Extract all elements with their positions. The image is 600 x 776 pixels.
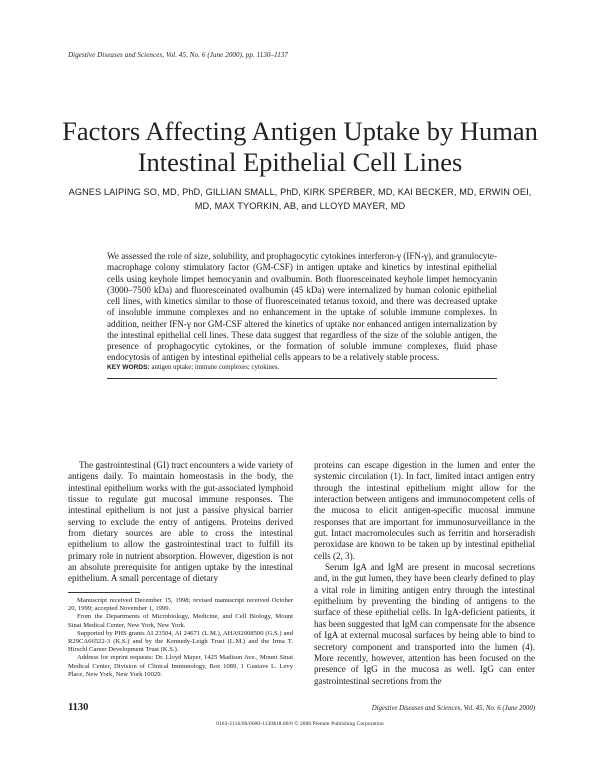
body-right-column <box>314 460 535 687</box>
copyright-line: 0163-2116/00/0600-1130$18.00/0 © 2000 Plenum Publishing Corporation <box>216 721 384 727</box>
abstract: We assessed the role of size, solubility, and prophagocytic cytokines interferon-γ (IFN-γ), and granulocyte-macrophage colony stimulatory factor (GM-CSF) in antigen uptake and kinetics by intestinal epithelial cells using keyhole limpet hemocyanin and ovalbumin. Both fluoresceinated keyhole limpet hemocyanin (3000–7500 kDa) and fluoresceinated ovalbumin (45 kDa) were internalized by human colonic epithelial cell lines, with kinetics similar to those of fluoresceinated tetanus toxoid, and there was decreased uptake of insoluble immune complexes and no enhancement in the uptake of soluble immune complexes. In addition, neither IFN-γ nor GM-CSF altered the kinetics of uptake nor enhanced antigen internalization by the intestinal epithelial cell lines. These data suggest that regardless of the size of the soluble antigen, the presence of prophagocytic cytokines, or the formation of soluble immune complexes, fluid phase endocytosis of antigen by intestinal epithelial cells appears to be a relatively stable process. <box>107 251 497 363</box>
page-number: 1130 <box>68 702 89 713</box>
footnote-address: Address for reprint requests: Dr. Lloyd Mayer, 1425 Madison Ave., Mount Sinai Medical Center, Division of Clinical Immunology, Box 1089, 1 Gustave L. Levy Place, New York, New York 10029. <box>68 654 293 678</box>
author-list: AGNES LAIPING SO, MD, PhD, GILLIAN SMALL, PhD, KIRK SPERBER, MD, KAI BECKER, MD, ERWIN OEI, MD, MAX TYORKIN, AB, and LLOYD MAYER, MD <box>68 187 532 211</box>
body-left-column: The gastrointestinal (GI) tract encounters a wide variety of antigens daily. To maintain homeostasis in the body, the intestinal epithelium works with the gut-associated lymphoid tissue to regulate gut mucosal immune responses. The intestinal epithelium is not just a passive physical barrier serving to exclude the entry of antigens. Proteins derived from dietary sources are able to cross the intestinal epithelium to allow the gastrointestinal tract to fulfill its primary role in nutrient absorption. However, digestion is not an absolute prerequisite for antigen uptake by the intestinal epithelium. A small percentage of dietary <box>68 460 293 584</box>
footnote-divider <box>68 592 140 593</box>
body-paragraph: Serum IgA and IgM are present in mucosal secretions and, in the gut lumen, they have been clearly defined to play a vital role in limiting antigen entry through the intestinal epithelium by preventing the binding of antigens to the surface of these epithelial cells. In IgA-deficient patients, it has been suggested that IgM can compensate for the absence of IgA at external mucosal surfaces by being able to bind to secretory component and transported into the lumen (4). More recently, however, attention has been focused on the presence of IgG in the mucosa as well. IgG can enter gastrointestinal secretions from the <box>314 562 535 686</box>
footnote-received: Manuscript received December 15, 1998; revised manuscript received October 20, 1999; accepted November 1, 1999. <box>68 597 293 613</box>
footnote-departments: From the Departments of Microbiology, Medicine, and Cell Biology, Mount Sinai Medical Center, New York, New York. <box>68 613 293 629</box>
footnote-support: Supported by PHS grants AI 23504, AI 24671 (L.M.), AHA92008500 (G.S.) and R29CA66522-3 (K.S.) and by the Kennedy-Leigh Trust (L.M.) and the Irma T. Hirschl Career Development Trust (K.S.). <box>68 629 293 654</box>
article-title: Factors Affecting Antigen Uptake by Human Intestinal Epithelial Cell Lines <box>62 116 538 177</box>
keywords <box>107 363 497 372</box>
journal-citation: Digestive Diseases and Sciences, Vol. 45, No. 6 (June 2000), pp. 1130–1137 <box>68 51 289 59</box>
body-paragraph: proteins can escape digestion in the lumen and enter the systemic circulation (1). In fact, limited intact antigen entry through the intestinal epithelium might allow for the interaction between antigens and immunocompetent cells of the mucosa to elicit antigen-specific mucosal immune responses that are important for immunosurveillance in the gut. Intact macromolecules such as ferritin and horseradish peroxidase are known to be taken up by intestinal epithelial cells (2, 3). <box>314 460 535 561</box>
footer-journal: Digestive Diseases and Sciences, Vol. 45, No. 6 (June 2000) <box>371 705 535 712</box>
footnotes <box>68 597 293 679</box>
keywords-label: KEY WORDS: <box>107 364 150 371</box>
keywords-text: antigen uptake; immune complexes; cytokines. <box>151 364 280 371</box>
keywords-divider <box>107 378 497 379</box>
